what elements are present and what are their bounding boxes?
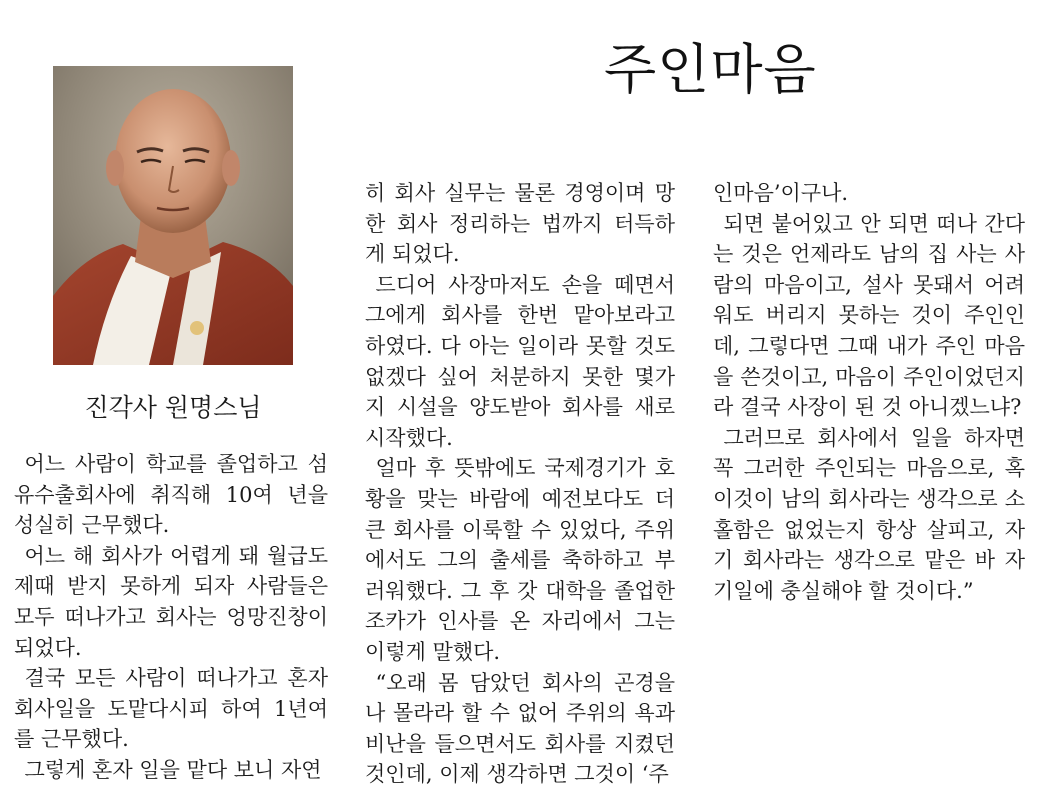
paragraph: 그러므로 회사에서 일을 하자면 꼭 그러한 주인되는 마음으로, 혹이것이 남의 회사라는 생각으로 소홀함은 없었는지 항상 살피고, 자기 회사라는 생각으로 맡은 바 자기일에 충실해야 할 것이다.” [713, 425, 1025, 603]
paragraph: 결국 모든 사람이 떠나가고 혼자 회사일을 도맡다시피 하여 1년여를 근무했다. [14, 666, 328, 752]
paragraph: “오래 몸 담았던 회사의 곤경을 나 몰라라 할 수 없어 주위의 욕과 비난을 들으면서도 회사를 지켰던 것인데, 이제 생각하면 그것이 ‘주 [365, 670, 675, 787]
paragraph-continued: 인마음’이구나. [713, 181, 849, 205]
paragraph-continued: 히 회사 실무는 물론 경영이며 망한 회사 정리하는 법까지 터득하게 되었다. [365, 181, 675, 267]
paragraph: 어느 사람이 학교를 졸업하고 섬유수출회사에 취직해 10여 년을 성실히 근무했다. [14, 452, 328, 538]
author-portrait-photo [53, 66, 293, 365]
paragraph: 어느 해 회사가 어렵게 돼 월급도 제때 받지 못하게 되자 사람들은 모두 떠나가고 회사는 엉망진창이 되었다. [14, 543, 328, 660]
article-column-1 [14, 449, 328, 786]
paragraph: 되면 붙어있고 안 되면 떠나 간다는 것은 언제라도 남의 집 사는 사람의 마음이고, 설사 못돼서 어려워도 버리지 못하는 것이 주인인데, 그렇다면 그때 내가 주인 마음을 쓴것이고, 마음이 주인이었던지라 결국 사장이 된 것 아니겠느냐? [713, 211, 1025, 420]
paragraph: 얼마 후 뜻밖에도 국제경기가 호황을 맞는 바람에 예전보다도 더 큰 회사를 이룩할 수 있었다, 주위에서도 그의 출세를 축하하고 부러워했다. 그 후 갓 대학을 졸업한 조카가 인사를 온 자리에서 그는 이렇게 말했다. [365, 456, 675, 664]
article-column-2 [365, 178, 675, 790]
article-title: 주인마음 [604, 38, 817, 101]
author-caption: 진각사 원명스님 [84, 393, 262, 422]
article-column-3 [713, 178, 1025, 606]
paragraph: 그렇게 혼자 일을 맡다 보니 자연 [24, 757, 322, 782]
paragraph: 드디어 사장마저도 손을 떼면서 그에게 회사를 한번 맡아보라고 하였다. 다 아는 일이라 못할 것도 없겠다 싶어 처분하지 못한 몇가지 시설을 양도받아 회사를 새로 시작했다. [365, 272, 675, 450]
